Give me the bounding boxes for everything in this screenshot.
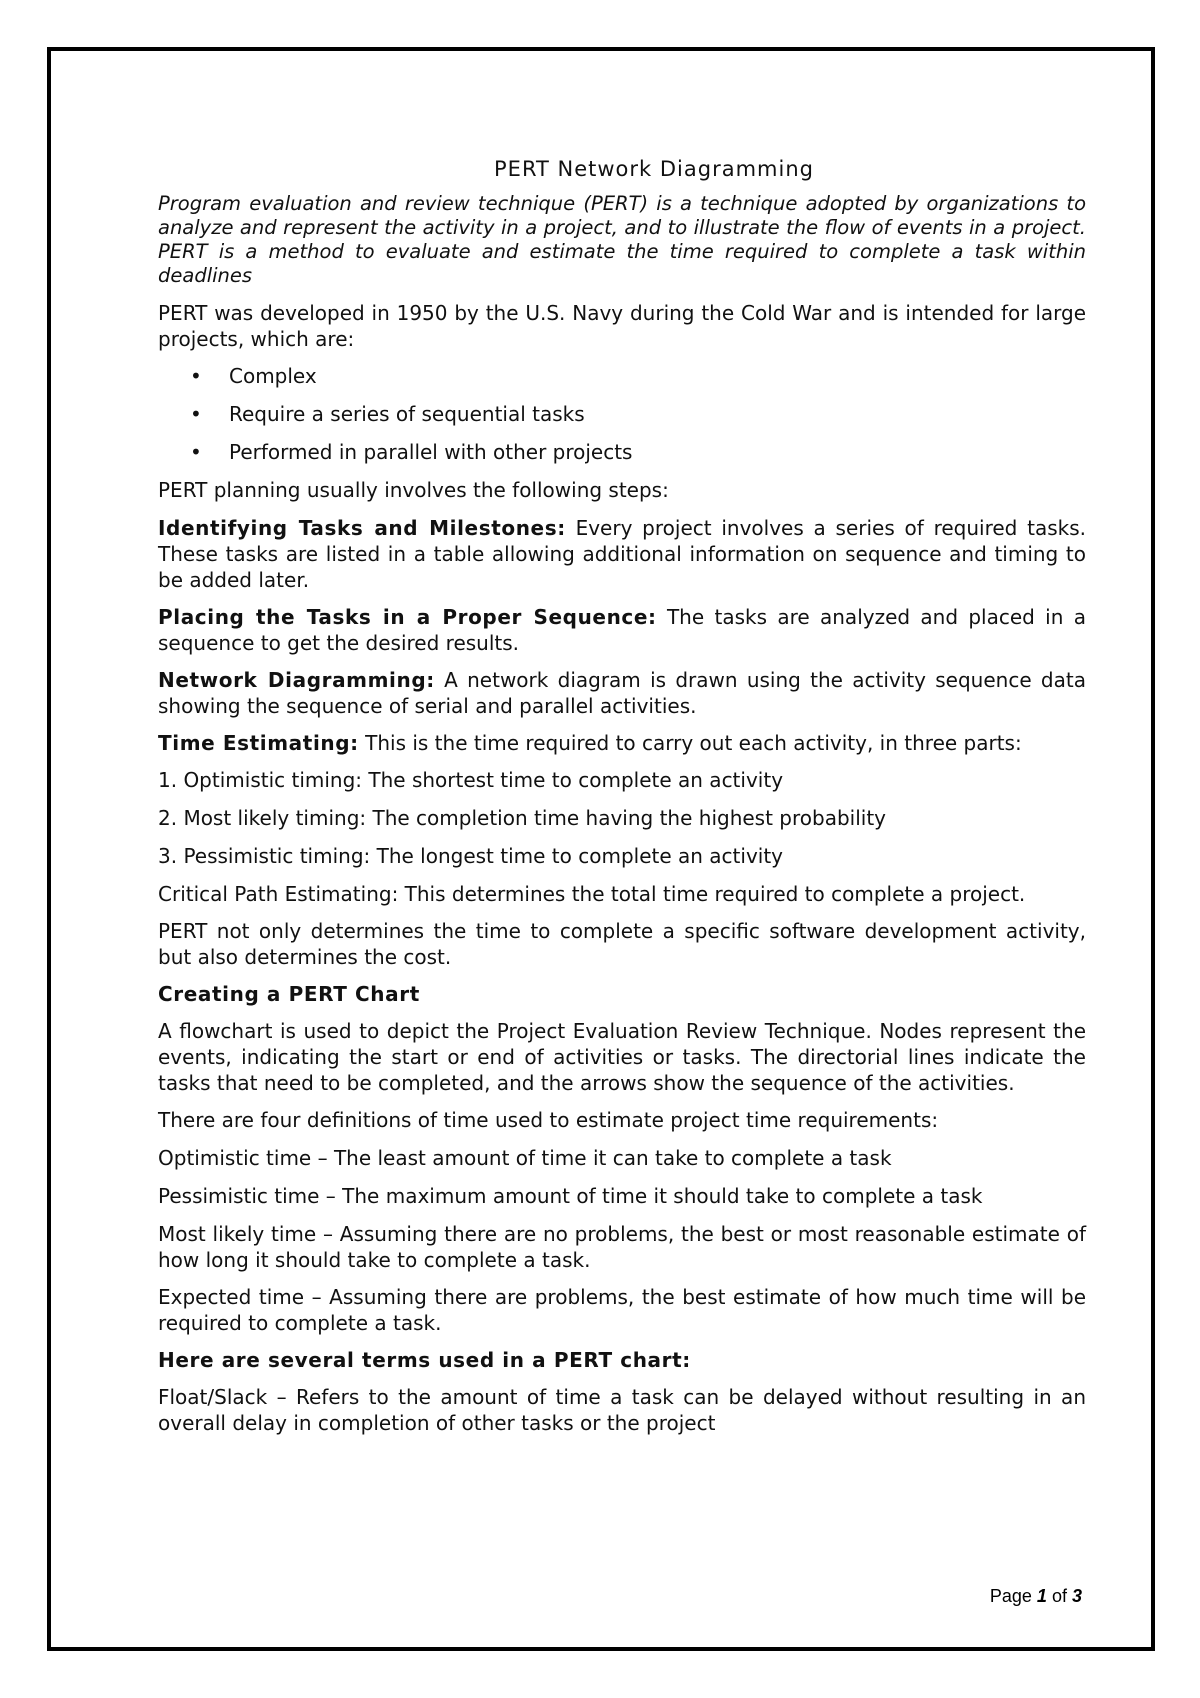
bullet-icon: • bbox=[190, 364, 202, 388]
critical-path-paragraph: Critical Path Estimating: This determines the total time required to complete a project. bbox=[158, 882, 1026, 906]
step-text: This is the time required to carry out each activity, in three parts: bbox=[358, 731, 1022, 755]
timing-item: 3. Pessimistic timing: The longest time to complete an activity bbox=[158, 844, 784, 868]
step-lead: Placing the Tasks in a Proper Sequence: bbox=[158, 605, 657, 629]
step-text: The tasks are analyzed and placed in a sequence to get the desired results. bbox=[158, 605, 1086, 655]
list-item bbox=[158, 439, 1086, 465]
step-lead: Network Diagramming: bbox=[158, 668, 435, 692]
terms-heading: Here are several terms used in a PERT chart: bbox=[158, 1348, 691, 1372]
list-item bbox=[158, 363, 1086, 389]
document-body bbox=[158, 156, 1086, 1447]
list-item-text: Complex bbox=[229, 364, 317, 388]
timing-item: 2. Most likely timing: The completion time having the highest probability bbox=[158, 806, 886, 830]
definition-item: Optimistic time – The least amount of time it can take to complete a task bbox=[158, 1146, 892, 1170]
document-title: PERT Network Diagramming bbox=[494, 157, 814, 181]
float-slack-paragraph: Float/Slack – Refers to the amount of time a task can be delayed without resulting in an overall delay in completion of other tasks or the project bbox=[158, 1385, 1086, 1435]
bullet-list bbox=[158, 363, 1086, 465]
timing-item: 1. Optimistic timing: The shortest time to complete an activity bbox=[158, 768, 784, 792]
definition-item: Pessimistic time – The maximum amount of time it should take to complete a task bbox=[158, 1184, 983, 1208]
bullet-icon: • bbox=[190, 440, 202, 464]
list-item-text: Require a series of sequential tasks bbox=[229, 402, 585, 426]
page-footer bbox=[990, 1586, 1082, 1607]
step-sequence bbox=[158, 604, 1086, 656]
intro-paragraph: Program evaluation and review technique (PERT) is a technique adopted by organizations to analyze and represent the activity in a project, and to illustrate the flow of events in a project. PERT is a method to evaluate and estimate the time required to complete a task within deadlines bbox=[158, 192, 1086, 287]
step-time-estimating bbox=[158, 730, 1086, 756]
page-label: Page bbox=[989, 1586, 1032, 1606]
cost-paragraph: PERT not only determines the time to complete a specific software development activity, but also determines the cost. bbox=[158, 919, 1086, 969]
step-text: Every project involves a series of required tasks. These tasks are listed in a table allowing additional information on sequence and timing to be added later. bbox=[158, 516, 1087, 592]
page-total: 3 bbox=[1071, 1586, 1082, 1606]
step-lead: Time Estimating: bbox=[158, 731, 359, 755]
step-text: A network diagram is drawn using the activity sequence data showing the sequence of serial and parallel activities. bbox=[158, 668, 1086, 718]
developed-paragraph: PERT was developed in 1950 by the U.S. Navy during the Cold War and is intended for large projects, which are: bbox=[158, 301, 1086, 351]
page-number: 1 bbox=[1036, 1586, 1047, 1606]
list-item bbox=[158, 401, 1086, 427]
flowchart-paragraph: A flowchart is used to depict the Project Evaluation Review Technique. Nodes represent the events, indicating the start or end of activities or tasks. The directorial lines indicate the tasks that need to be completed, and the arrows show the sequence of the activities. bbox=[158, 1019, 1086, 1095]
creating-heading: Creating a PERT Chart bbox=[158, 982, 420, 1006]
definition-item: Expected time – Assuming there are problems, the best estimate of how much time will be required to complete a task. bbox=[158, 1285, 1086, 1335]
list-item-text: Performed in parallel with other projects bbox=[229, 440, 633, 464]
step-lead: Identifying Tasks and Milestones: bbox=[158, 516, 566, 540]
definition-item: Most likely time – Assuming there are no problems, the best or most reasonable estimate of how long it should take to complete a task. bbox=[158, 1222, 1086, 1272]
steps-intro: PERT planning usually involves the following steps: bbox=[158, 478, 669, 502]
bullet-icon: • bbox=[190, 402, 202, 426]
step-network bbox=[158, 667, 1086, 719]
of-label: of bbox=[1051, 1586, 1067, 1606]
step-identifying bbox=[158, 515, 1086, 593]
four-definitions-intro: There are four definitions of time used to estimate project time requirements: bbox=[158, 1108, 939, 1132]
